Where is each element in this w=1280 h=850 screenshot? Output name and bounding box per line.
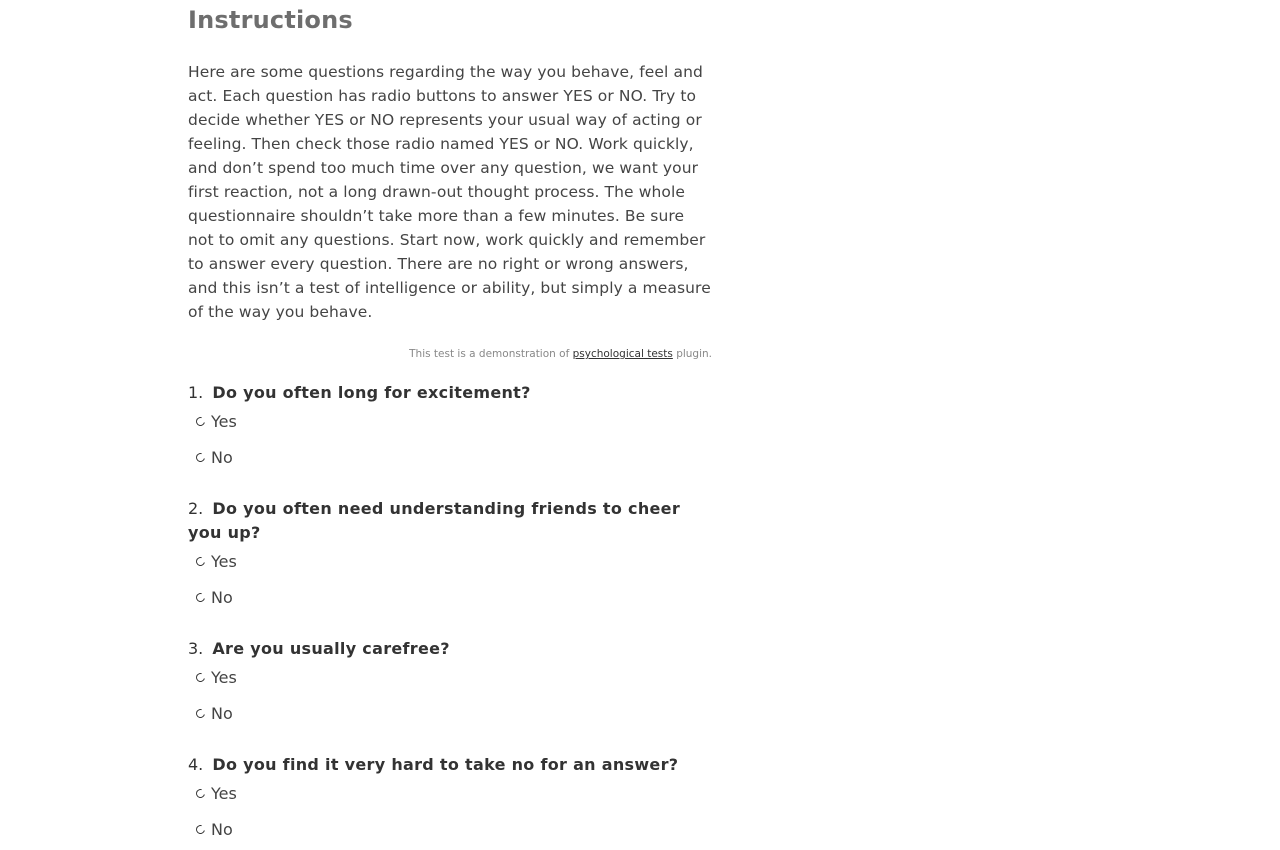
radio-button[interactable] [194,671,206,683]
radio-button[interactable] [194,415,206,427]
option-label[interactable]: No [211,703,233,723]
demo-note-suffix: plugin. [676,348,712,360]
radio-button[interactable] [194,823,206,835]
demo-note-prefix: This test is a demonstration of [409,348,570,360]
option-label[interactable]: No [211,587,233,607]
quiz-container [188,0,712,841]
question-text: Are you usually carefree? [212,639,450,658]
option-label[interactable]: Yes [211,411,237,431]
question-heading [188,497,712,545]
question-text: Do you often long for excitement? [212,383,531,402]
radio-button[interactable] [194,707,206,719]
radio-button[interactable] [194,555,206,567]
option-label[interactable]: No [211,447,233,467]
option-yes[interactable] [188,665,712,689]
instructions-text: Here are some questions regarding the way you behave, feel and act. Each question has radio buttons to answer YES or NO. Try to decide whether YES or NO represents your usual way of acting or feeling. Then check those radio named YES or NO. Work quickly, and don’t spend too much time over any question, we want your first reaction, not a long drawn-out thought process. The whole questionnaire shouldn’t take more than a few minutes. Be sure not to omit any questions. Start now, work quickly and remember to answer every question. There are no right or wrong answers, and this isn’t a test of intelligence or ability, but simply a measure of the way you behave. [188,63,711,321]
question-heading [188,381,712,405]
option-no[interactable] [188,817,712,841]
option-label[interactable]: Yes [211,551,237,571]
question-4 [188,753,712,841]
question-1 [188,381,712,469]
radio-button[interactable] [194,451,206,463]
question-text: Do you often need understanding friends to cheer you up? [188,499,681,542]
question-3 [188,637,712,725]
page-title: Instructions [188,6,353,34]
question-number: 1. [188,383,204,402]
question-heading [188,753,712,777]
question-text: Do you find it very hard to take no for an answer? [212,755,679,774]
question-2 [188,497,712,609]
psychological-tests-link[interactable]: psychological tests [572,348,673,360]
option-label[interactable]: No [211,819,233,839]
option-yes[interactable] [188,549,712,573]
radio-button[interactable] [194,787,206,799]
option-no[interactable] [188,701,712,725]
question-number: 4. [188,755,204,774]
question-heading [188,637,712,661]
question-number: 2. [188,499,204,518]
option-label[interactable]: Yes [211,667,237,687]
option-yes[interactable] [188,409,712,433]
option-no[interactable] [188,445,712,469]
option-no[interactable] [188,585,712,609]
question-number: 3. [188,639,204,658]
radio-button[interactable] [194,591,206,603]
option-label[interactable]: Yes [211,783,237,803]
option-yes[interactable] [188,781,712,805]
demo-note [188,347,712,361]
